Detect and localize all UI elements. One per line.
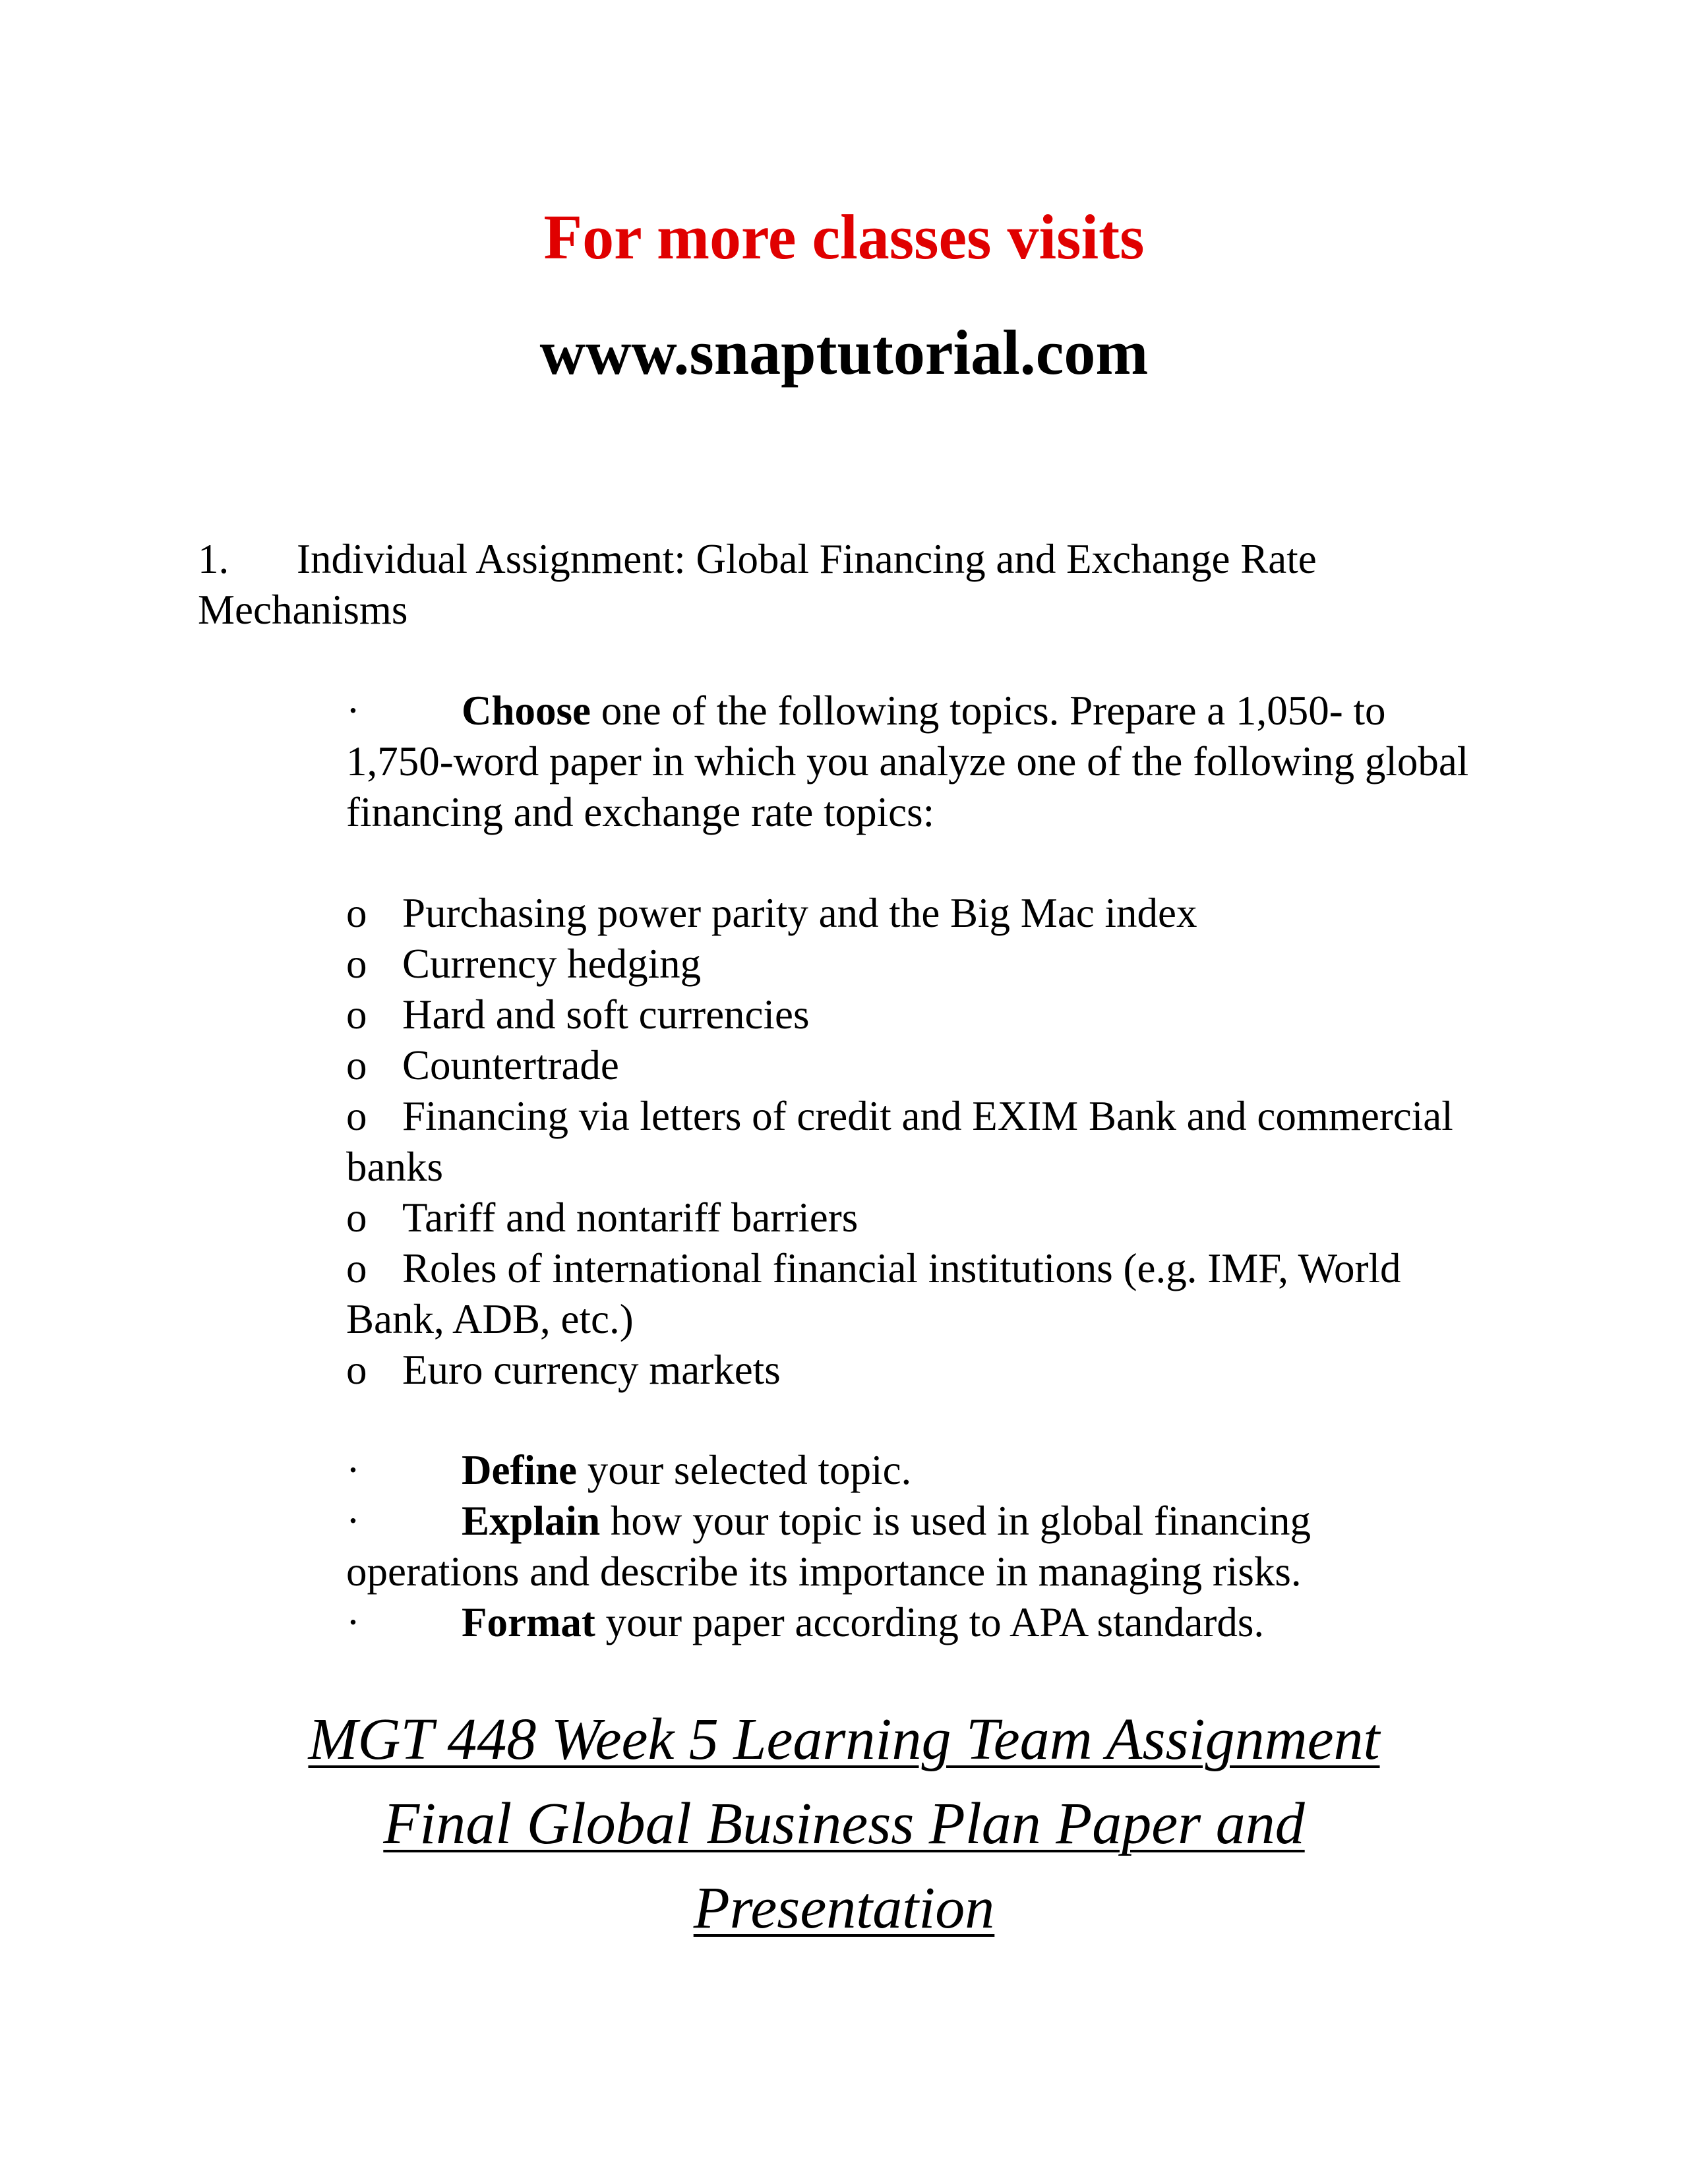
assignment-heading-line2: Mechanisms [198,587,408,633]
list-item [346,1091,1480,1193]
list-marker: o [346,941,367,987]
list-marker: o [346,890,367,936]
instruction-keyword: Define [462,1447,577,1493]
bullet-dot: · [346,1498,360,1544]
next-assignment-title-line3[interactable]: Presentation [693,1875,995,1941]
next-assignment-title-line2[interactable]: Final Global Business Plan Paper and [383,1791,1305,1856]
step-define [346,1445,1480,1496]
list-marker: o [346,1195,367,1241]
bullet-dot: · [346,688,360,734]
step-format [346,1597,1480,1648]
instruction-text: how your topic is used in global financing operations and describe its importance in managing risks. [346,1498,1311,1595]
assignment-heading-line1: Individual Assignment: Global Financing and Exchange Rate [297,536,1317,582]
list-item [346,1040,1480,1091]
assignment-heading [198,534,1484,635]
list-marker: o [346,1347,367,1393]
list-item [346,888,1480,939]
instruction-text: your selected topic. [576,1447,912,1493]
instruction-keyword: Choose [462,688,591,734]
bullet-dot: · [346,1599,360,1645]
list-item [346,1243,1480,1345]
instruction-text: one of the following topics. Prepare a 1,050- to 1,750-word paper in which you analyze one of the following global financing and exchange rate topics: [346,688,1469,835]
list-marker: o [346,991,367,1038]
choose-instruction [346,686,1480,838]
list-marker: o [346,1093,367,1139]
topic-text: Purchasing power parity and the Big Mac index [402,890,1197,936]
instruction-keyword: Explain [462,1498,601,1544]
list-item [346,989,1480,1040]
list-item [346,1345,1480,1396]
instruction-keyword: Format [462,1599,595,1645]
topic-list [346,888,1480,1396]
list-marker: o [346,1245,367,1291]
list-item [346,1193,1480,1243]
topic-text: Euro currency markets [402,1347,781,1393]
topic-text: Tariff and nontariff barriers [402,1195,859,1241]
list-marker: o [346,1042,367,1088]
next-assignment-title-line1[interactable]: MGT 448 Week 5 Learning Team Assignment [308,1707,1380,1772]
topic-text: Currency hedging [402,941,702,987]
assignment-number: 1. [198,536,229,582]
promo-title: For more classes visits [543,202,1145,272]
instruction-text: your paper according to APA standards. [595,1599,1265,1645]
next-assignment-title[interactable] [0,1697,1688,1951]
list-item [346,939,1480,989]
topic-text: Countertrade [402,1042,619,1088]
topic-text: Hard and soft currencies [402,991,810,1038]
step-instructions [346,1445,1480,1648]
topic-text: Roles of international financial institutions (e.g. IMF, World Bank, ADB, etc.) [346,1245,1401,1342]
topic-text: Financing via letters of credit and EXIM Bank and commercial banks [346,1093,1453,1190]
bullet-dot: · [346,1447,360,1493]
promo-url[interactable]: www.snaptutorial.com [539,317,1149,388]
step-explain [346,1496,1480,1597]
